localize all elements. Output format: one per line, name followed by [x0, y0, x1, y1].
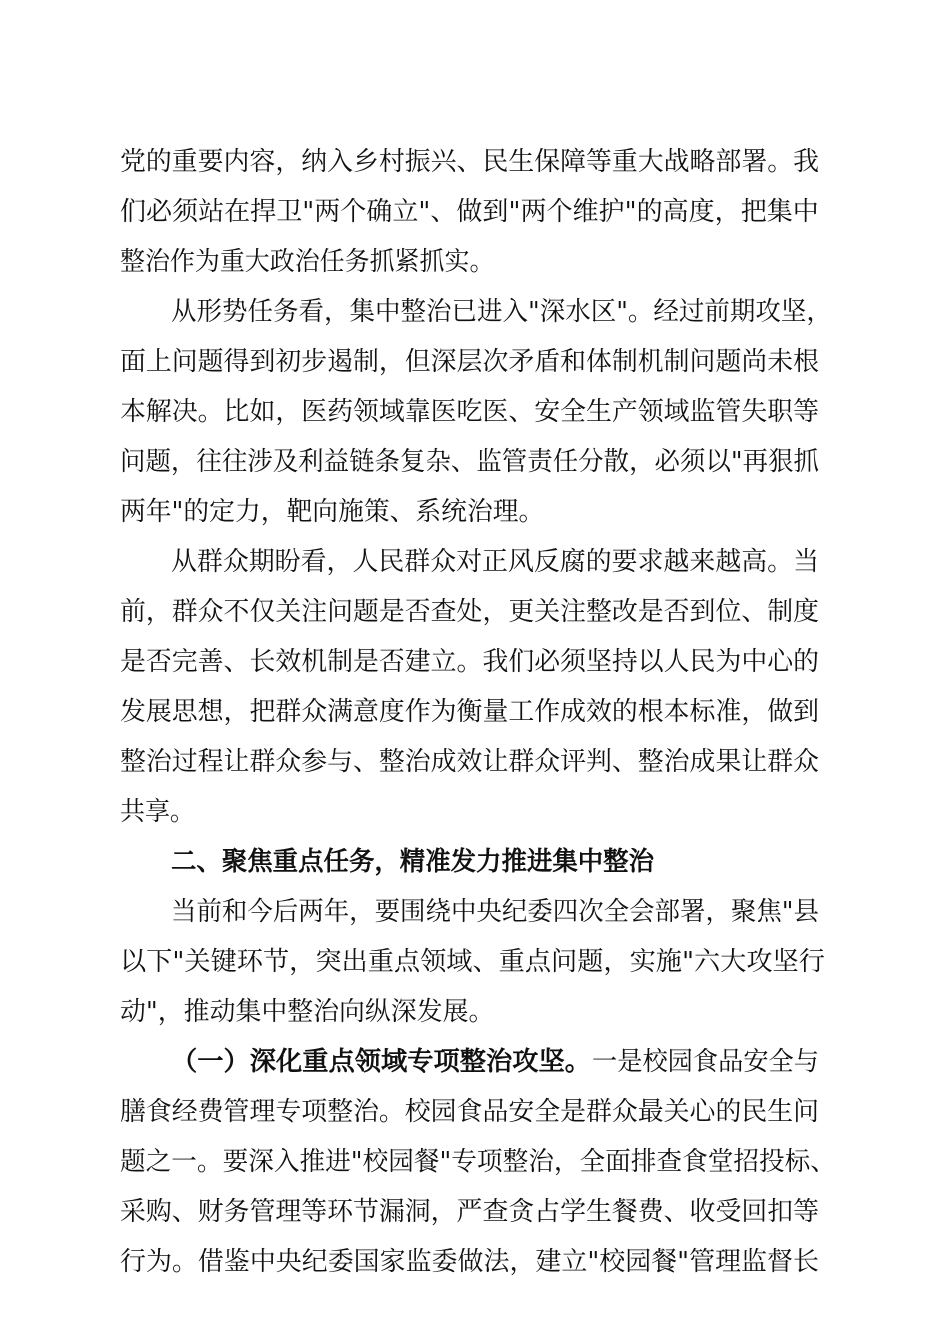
text-line: 党的重要内容，纳入乡村振兴、民生保障等重大战略部署。我 — [120, 147, 820, 177]
text-line: 从群众期盼看，人民群众对正风反腐的要求越来越高。当 — [171, 547, 820, 577]
text-line: 以下"关键环节，突出重点领域、重点问题，实施"六大攻坚行 — [120, 947, 825, 977]
text-line: 是否完善、长效机制是否建立。我们必须坚持以人民为中心的 — [120, 647, 820, 677]
text-line: 当前和今后两年，要围绕中央纪委四次全会部署，聚焦"县 — [171, 897, 819, 927]
text-line: 两年"的定力，靶向施策、系统治理。 — [120, 497, 545, 527]
section-heading: 二、聚焦重点任务，精准发力推进集中整治 — [171, 847, 655, 877]
text-line: 们必须站在捍卫"两个确立"、做到"两个维护"的高度，把集中 — [120, 197, 819, 227]
text-line: 题之一。要深入推进"校园餐"专项整治，全面排查食堂招投标、 — [120, 1147, 836, 1177]
text-line: 动"，推动集中整治向纵深发展。 — [120, 997, 495, 1027]
text-line: 整治过程让群众参与、整治成效让群众评判、整治成果让群众 — [120, 747, 820, 777]
text-line: 行为。借鉴中央纪委国家监委做法，建立"校园餐"管理监督长 — [120, 1247, 819, 1277]
text-line: 一是校园食品安全与 — [592, 1047, 820, 1077]
text-line: 问题，往往涉及利益链条复杂、监管责任分散，必须以"再狠抓 — [120, 447, 819, 477]
text-line: 膳食经费管理专项整治。校园食品安全是群众最关心的民生问 — [120, 1097, 820, 1127]
text-line: 采购、财务管理等环节漏洞，严查贪占学生餐费、收受回扣等 — [120, 1197, 820, 1227]
text-line: 本解决。比如，医药领域靠医吃医、安全生产领域监管失职等 — [120, 397, 820, 427]
subsection-lead: （一）深化重点领域专项整治攻坚。 — [171, 1047, 592, 1077]
text-line: 面上问题得到初步遏制，但深层次矛盾和体制机制问题尚未根 — [120, 347, 820, 377]
text-line: 整治作为重大政治任务抓紧抓实。 — [120, 247, 495, 277]
text-line: 发展思想，把群众满意度作为衡量工作成效的根本标准，做到 — [120, 697, 820, 727]
text-line: 前，群众不仅关注问题是否查处，更关注整改是否到位、制度 — [120, 597, 820, 627]
text-line: 共享。 — [120, 797, 195, 827]
text-line: 从形势任务看，集中整治已进入"深水区"。经过前期攻坚， — [171, 297, 832, 327]
